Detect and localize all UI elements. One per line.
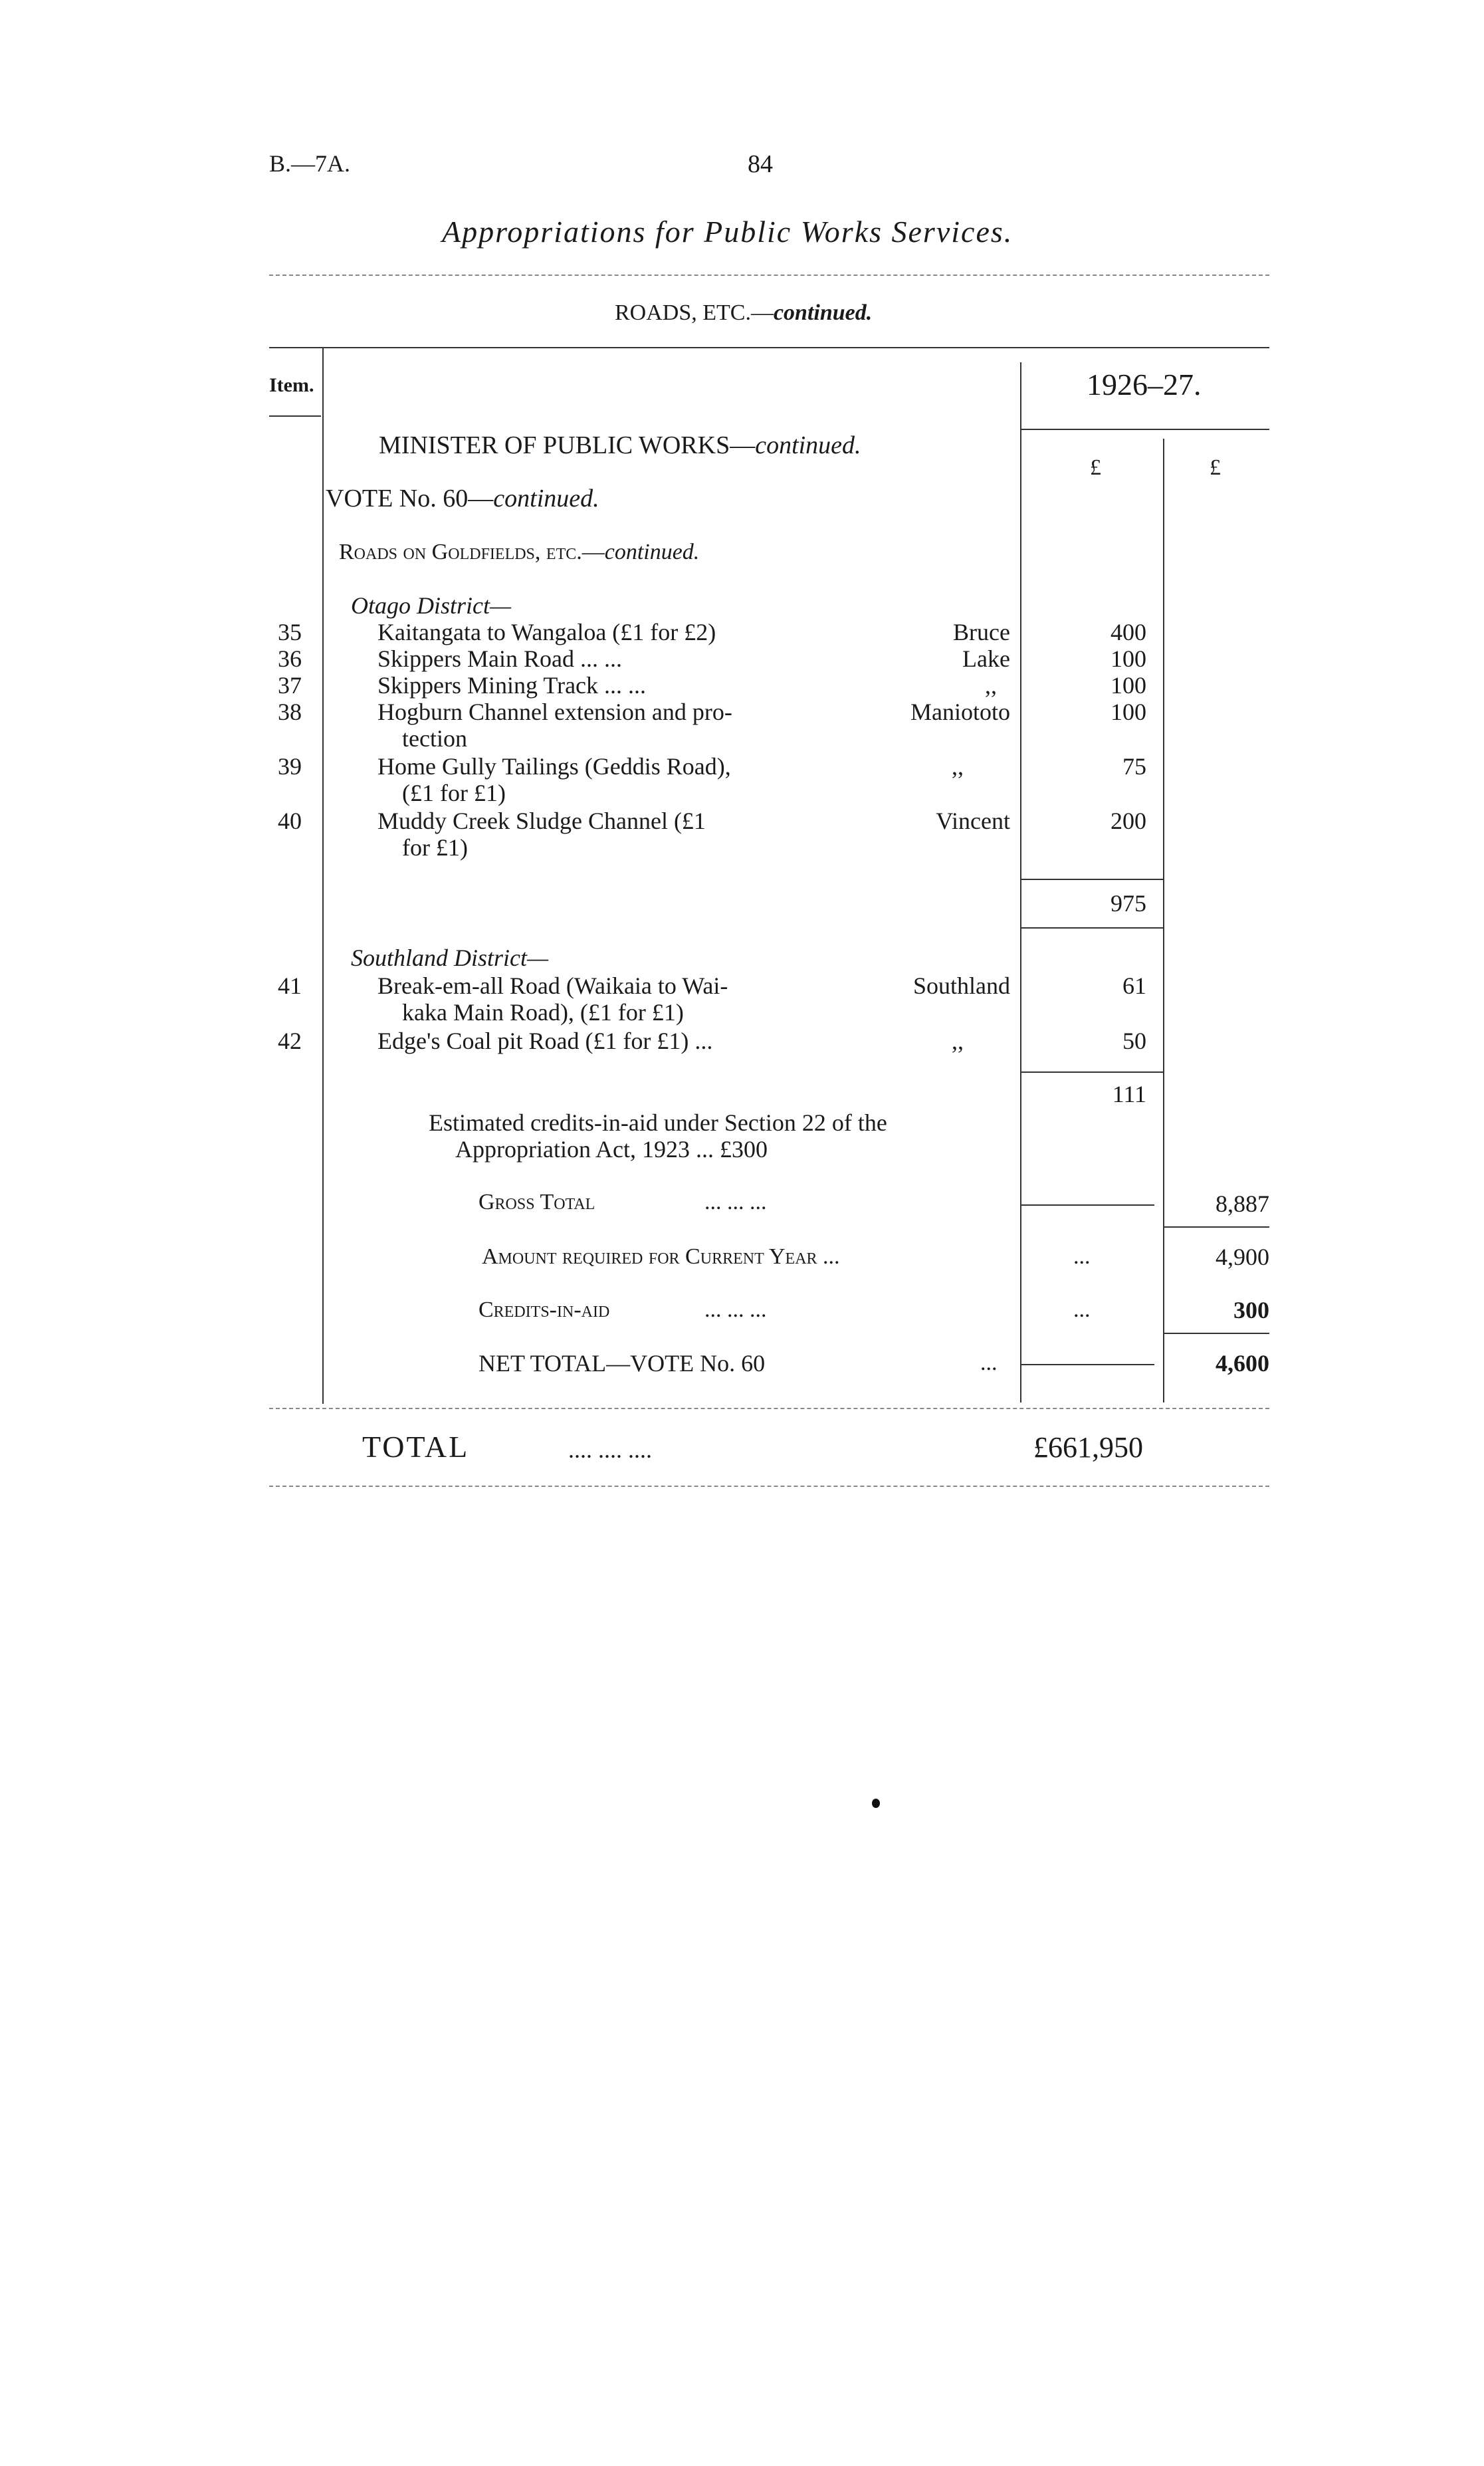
subsection-continued: continued. [604, 540, 700, 564]
year-heading: 1926–27. [1087, 368, 1202, 401]
leader-dots: ... ... ... [704, 1297, 767, 1322]
ink-dot [872, 1799, 880, 1808]
credits-in-aid-label: Credits-in-aid [478, 1297, 610, 1322]
title-rule [269, 275, 1269, 276]
dash-rule [1021, 1204, 1154, 1206]
item-number: 37 [278, 672, 302, 699]
otago-subtotal: 975 [1111, 890, 1146, 917]
ministry-continued: continued. [755, 431, 861, 459]
item-description: Break-em-all Road (Waikaia to Wai- [377, 972, 728, 999]
item-column-header: Item. [269, 374, 314, 396]
item-number: 36 [278, 645, 302, 672]
item-district: ,, [985, 672, 997, 699]
item-description: Hogburn Channel extension and pro- [377, 699, 732, 725]
item-amount: 100 [1111, 645, 1146, 672]
ministry-name: MINISTER OF PUBLIC WORKS— [379, 431, 756, 459]
gross-total-value: 8,887 [1216, 1190, 1269, 1217]
amount-required-col1: ... [1073, 1244, 1091, 1269]
item-amount: 400 [1111, 619, 1146, 645]
item-amount: 100 [1111, 672, 1146, 699]
item-amount: 50 [1122, 1028, 1146, 1054]
item-district: Bruce [953, 619, 1010, 645]
credits-in-aid-value: 300 [1233, 1297, 1269, 1323]
total-rule [1164, 1226, 1269, 1228]
item-description: Edge's Coal pit Road (£1 for £1) ... [377, 1028, 713, 1054]
district-column-divider [1020, 362, 1021, 1402]
grand-total-value: £661,950 [1033, 1431, 1143, 1464]
item-number: 40 [278, 808, 302, 834]
southland-subtotal: 111 [1112, 1081, 1146, 1107]
item-description: Skippers Main Road ... ... [377, 645, 622, 672]
footer-rule [269, 1486, 1269, 1487]
item-description-cont: for £1) [402, 834, 468, 861]
southland-district-heading: Southland District— [351, 945, 549, 971]
page-number: 84 [748, 150, 773, 178]
subsection-name: Roads on Goldfields, etc.— [339, 540, 605, 564]
section-heading [615, 300, 872, 326]
leader-dots: .... .... .... [568, 1436, 652, 1463]
vote-continued: continued. [493, 485, 599, 512]
dash-rule [1021, 1364, 1154, 1365]
credits-in-aid-col1: ... [1073, 1297, 1091, 1322]
net-total-value: 4,600 [1216, 1350, 1269, 1377]
table-top-rule [269, 347, 1269, 348]
item-amount: 100 [1111, 699, 1146, 725]
grand-total-label: TOTAL [362, 1430, 470, 1464]
subtotal-rule [1021, 879, 1163, 880]
credits-note-cont: Appropriation Act, 1923 ... £300 [455, 1136, 768, 1163]
amount-required-label: Amount required for Current Year ... [482, 1244, 840, 1269]
table-bottom-rule [269, 1408, 1269, 1409]
credits-note: Estimated credits-in-aid under Section 22 of the [429, 1109, 887, 1136]
item-description: Kaitangata to Wangaloa (£1 for £2) [377, 619, 716, 645]
item-district: ,, [952, 1028, 964, 1054]
ministry-heading [379, 431, 861, 460]
currency-symbol: £ [1210, 455, 1221, 480]
document-reference: B.—7A. [269, 150, 351, 177]
leader-dots: ... ... ... [704, 1190, 767, 1214]
item-district: Vincent [936, 808, 1010, 834]
item-header-rule [269, 415, 321, 417]
total-rule [1164, 1333, 1269, 1334]
subtotal-rule [1021, 1071, 1163, 1073]
item-district: Maniototo [910, 699, 1010, 725]
item-description: Home Gully Tailings (Geddis Road), [377, 753, 731, 780]
item-column-divider [322, 347, 324, 1404]
item-description: Skippers Mining Track ... ... [377, 672, 647, 699]
currency-symbol: £ [1090, 455, 1101, 480]
section-name: ROADS, ETC.— [615, 300, 774, 325]
amount-column-divider [1163, 439, 1164, 1402]
item-description: Muddy Creek Sludge Channel (£1 [377, 808, 706, 834]
item-description-cont: tection [402, 725, 467, 752]
section-continued: continued. [773, 300, 873, 325]
item-number: 39 [278, 753, 302, 780]
year-underline [1021, 429, 1269, 430]
item-district: ,, [952, 753, 964, 780]
item-amount: 61 [1122, 972, 1146, 999]
gross-total-label: Gross Total [478, 1190, 595, 1214]
item-number: 41 [278, 972, 302, 999]
page-title: Appropriations for Public Works Services. [442, 215, 1013, 249]
otago-district-heading: Otago District— [351, 592, 512, 619]
item-number: 38 [278, 699, 302, 725]
vote-name: VOTE No. 60— [326, 485, 494, 512]
leader-dots: ... [980, 1351, 998, 1375]
item-amount: 200 [1111, 808, 1146, 834]
item-description-cont: (£1 for £1) [402, 780, 506, 806]
item-number: 35 [278, 619, 302, 645]
item-number: 42 [278, 1028, 302, 1054]
amount-required-value: 4,900 [1216, 1244, 1269, 1270]
item-district: Lake [962, 645, 1010, 672]
item-district: Southland [912, 972, 1010, 999]
item-description-cont: kaka Main Road), (£1 for £1) [402, 999, 684, 1026]
vote-heading [326, 484, 599, 513]
subtotal-rule [1021, 927, 1163, 929]
net-total-label: NET TOTAL—VOTE No. 60 [478, 1350, 766, 1377]
item-amount: 75 [1122, 753, 1146, 780]
subsection-heading [339, 540, 699, 565]
